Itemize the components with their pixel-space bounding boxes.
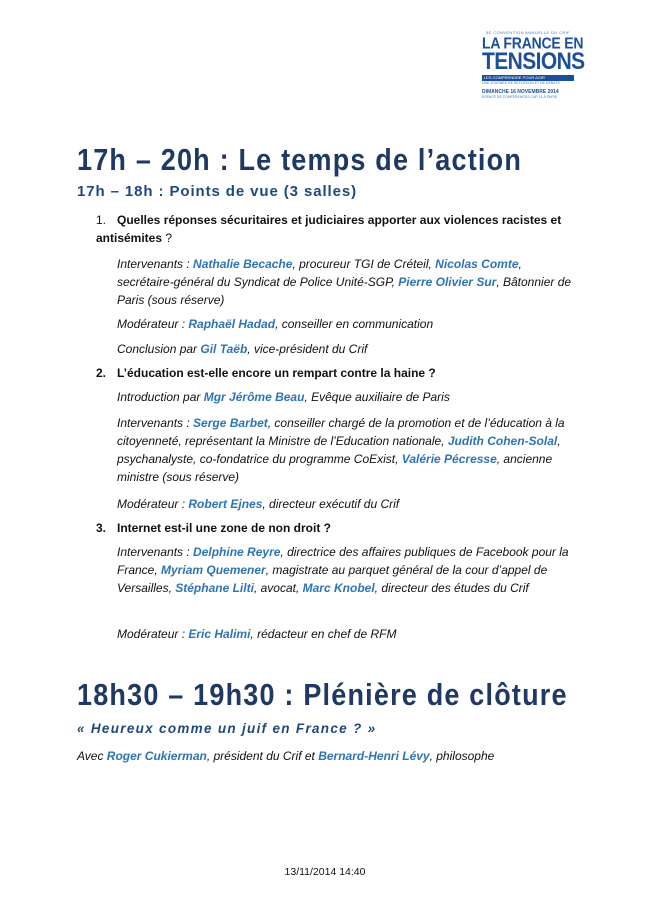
convention-logo <box>482 30 585 100</box>
speaker-name: Bernard-Henri Lévy <box>318 749 430 763</box>
speaker-name: Gil Taëb <box>200 342 248 356</box>
speaker-role: , conseiller chargé de la promotion et de l’éducation à la citoyenneté, représentant la Ministre de l’Education nationale, <box>117 416 565 448</box>
section-subtitle-points-de-vue: 17h – 18h : Points de vue (3 salles) <box>77 183 357 200</box>
logo-date: DIMANCHE 16 NOVEMBRE 2014 <box>482 89 559 95</box>
question-1-tail: ? <box>162 231 173 245</box>
section-title-action: 17h – 20h : Le temps de l’action <box>77 143 523 177</box>
speaker-name: Serge Barbet <box>193 416 268 430</box>
moderator-name: Eric Halimi <box>188 627 251 641</box>
speaker-name: Judith Cohen-Solal <box>447 434 558 448</box>
speaker-role: , philosophe <box>429 749 495 763</box>
question-2-number: 2. <box>96 366 107 380</box>
question-2 <box>96 364 566 382</box>
q3-intervenants <box>117 543 573 597</box>
question-1-text: Quelles réponses sécuritaires et judiciaires apporter aux violences racistes et antisémites <box>96 213 562 245</box>
speaker-role: , avocat, <box>253 581 303 595</box>
logo-line-1: LA FRANCE EN <box>482 33 584 53</box>
intervenants-label: Intervenants : <box>117 545 194 559</box>
speaker-name: Stéphane Lilti <box>175 581 254 595</box>
moderator-role: , directeur exécutif du Crif <box>262 497 400 511</box>
speaker-name: Roger Cukierman <box>106 749 207 763</box>
conclusion-label: Conclusion par <box>117 342 201 356</box>
speaker-role: , secrétaire-général du Syndicat de Police Unité-SGP, <box>117 257 522 289</box>
question-2-text: L’éducation est-elle encore un rempart contre la haine ? <box>117 366 436 380</box>
question-3 <box>96 519 566 537</box>
moderateur-label: Modérateur : <box>117 497 189 511</box>
speaker-role: , ancienne ministre (sous réserve) <box>117 452 553 484</box>
q2-intervenants <box>117 414 573 486</box>
footer-timestamp: 13/11/2014 14:40 <box>284 866 366 878</box>
logo-subline: UNE JOURNÉE DE RÉFLEXION ET DE DÉBATS <box>482 81 560 85</box>
intervenants-label: Intervenants : <box>117 416 194 430</box>
q2-moderateur <box>117 495 573 513</box>
question-3-text: Internet est-il une zone de non droit ? <box>117 521 332 535</box>
moderateur-label: Modérateur : <box>117 317 189 331</box>
logo-line-2: TENSIONS <box>482 48 585 75</box>
speaker-name: Marc Knobel <box>302 581 375 595</box>
q2-introduction <box>117 388 573 406</box>
speaker-role: , président du Crif et <box>206 749 319 763</box>
moderator-name: Robert Ejnes <box>188 497 263 511</box>
speaker-name: Delphine Reyre <box>193 545 281 559</box>
question-1 <box>96 211 566 247</box>
question-1-number: 1. <box>96 213 107 227</box>
section-title-pleniere: 18h30 – 19h30 : Plénière de clôture <box>77 678 568 712</box>
moderator-name: Raphaël Hadad <box>188 317 276 331</box>
moderator-role: , rédacteur en chef de RFM <box>250 627 397 641</box>
moderateur-label: Modérateur : <box>117 627 189 641</box>
question-3-number: 3. <box>96 521 107 535</box>
pleniere-subtitle: « Heureux comme un juif en France ? » <box>77 721 377 736</box>
q1-moderateur <box>117 315 573 333</box>
q1-intervenants <box>117 255 573 309</box>
speaker-name: Valérie Pécresse <box>401 452 497 466</box>
speaker-name: Nathalie Becache <box>193 257 293 271</box>
speaker-name: Pierre Olivier Sur <box>398 275 497 289</box>
avec-label: Avec <box>77 749 107 763</box>
speaker-role: , Bâtonnier de Paris (sous réserve) <box>117 275 572 307</box>
q3-moderateur <box>117 625 573 643</box>
speaker-name: Nicolas Comte <box>435 257 519 271</box>
speaker-role: , directrice des affaires publiques de Facebook pour la France, <box>117 545 569 577</box>
speaker-role: , Evêque auxiliaire de Paris <box>304 390 450 404</box>
moderator-role: , conseiller en communication <box>275 317 434 331</box>
q1-conclusion <box>117 340 573 358</box>
logo-place: ESPACE DE CONFÉRENCES CAP 15 À PARIS <box>482 95 558 99</box>
speaker-role: , psychanalyste, co-fondatrice du programme CoExist, <box>117 434 561 466</box>
introduction-label: Introduction par <box>117 390 204 404</box>
speaker-name: Mgr Jérôme Beau <box>203 390 305 404</box>
speaker-name: Myriam Quemener <box>161 563 266 577</box>
pleniere-speakers <box>77 747 494 765</box>
speaker-role: , directeur des études du Crif <box>374 581 529 595</box>
intervenants-label: Intervenants : <box>117 257 194 271</box>
speaker-role: , procureur TGI de Créteil, <box>292 257 436 271</box>
logo-tagline: LES COMPRENDRE POUR AGIR <box>482 75 574 81</box>
logo-kicker: 5E CONVENTION ANNUELLE DU CRIF <box>485 30 570 35</box>
speaker-role: , vice-président du Crif <box>247 342 368 356</box>
speaker-role: , magistrate au parquet général de la cour d’appel de Versailles, <box>117 563 548 595</box>
